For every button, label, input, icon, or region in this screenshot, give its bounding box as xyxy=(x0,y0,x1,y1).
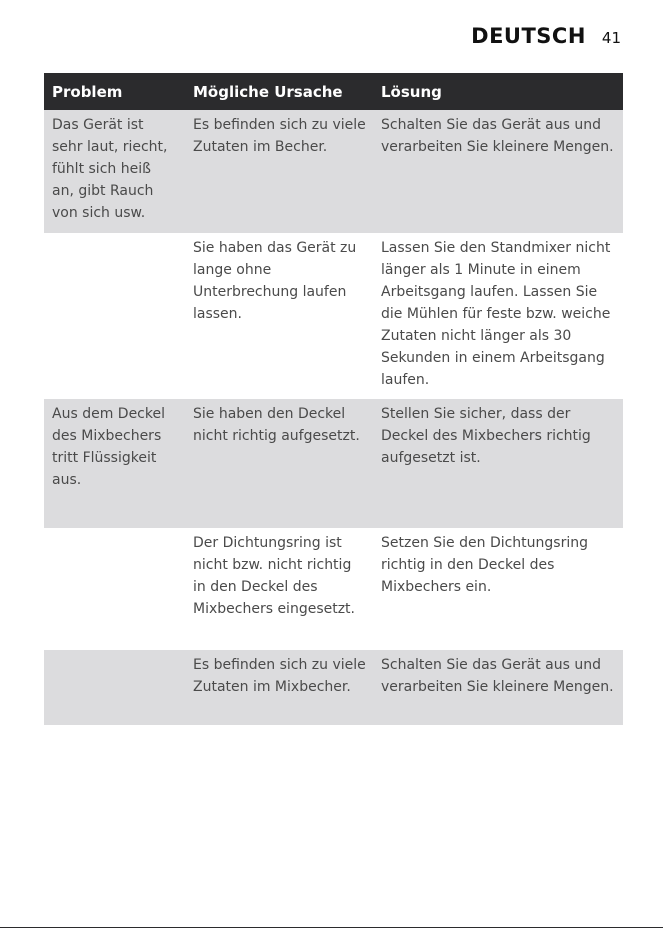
cause-cell: Sie haben den Deckel nicht richtig aufgesetzt. xyxy=(185,399,375,528)
problem-cell xyxy=(44,528,185,650)
cause-cell: Es befinden sich zu viele Zutaten im Becher. xyxy=(185,110,375,233)
problem-cell: Aus dem Deckel des Mixbechers tritt Flüssigkeit aus. xyxy=(44,399,185,528)
troubleshooting-table xyxy=(44,73,623,725)
table-row xyxy=(44,233,623,399)
solution-cell: Setzen Sie den Dichtungsring richtig in den Deckel des Mixbechers ein. xyxy=(375,528,623,650)
problem-cell: Das Gerät ist sehr laut, riecht, fühlt sich heiß an, gibt Rauch von sich usw. xyxy=(44,110,185,233)
table-header-row xyxy=(44,73,623,110)
page-header xyxy=(471,24,621,48)
column-header-cause: Mögliche Ursache xyxy=(193,82,343,101)
bottom-rule xyxy=(0,927,663,928)
problem-cell xyxy=(44,650,185,725)
table-row xyxy=(44,110,623,233)
page-number: 41 xyxy=(601,29,621,47)
column-header-problem: Problem xyxy=(52,82,123,101)
column-header-solution: Lösung xyxy=(381,82,442,101)
table-row xyxy=(44,528,623,650)
solution-cell: Lassen Sie den Standmixer nicht länger als 1 Minute in einem Arbeitsgang laufen. Lassen Sie die Mühlen für feste bzw. weiche Zutaten nicht länger als 30 Sekunden in einem Arbeitsgang laufen. xyxy=(375,233,623,399)
solution-cell: Stellen Sie sicher, dass der Deckel des Mixbechers richtig aufgesetzt ist. xyxy=(375,399,623,528)
language-title: DEUTSCH xyxy=(471,24,586,48)
cause-cell: Sie haben das Gerät zu lange ohne Unterbrechung laufen lassen. xyxy=(185,233,375,399)
table-row xyxy=(44,650,623,725)
cause-cell: Es befinden sich zu viele Zutaten im Mixbecher. xyxy=(185,650,375,725)
solution-cell: Schalten Sie das Gerät aus und verarbeiten Sie kleinere Mengen. xyxy=(375,110,623,233)
cause-cell: Der Dichtungsring ist nicht bzw. nicht richtig in den Deckel des Mixbechers eingesetzt. xyxy=(185,528,375,650)
table-row xyxy=(44,399,623,528)
solution-cell: Schalten Sie das Gerät aus und verarbeiten Sie kleinere Mengen. xyxy=(375,650,623,725)
problem-cell xyxy=(44,233,185,399)
